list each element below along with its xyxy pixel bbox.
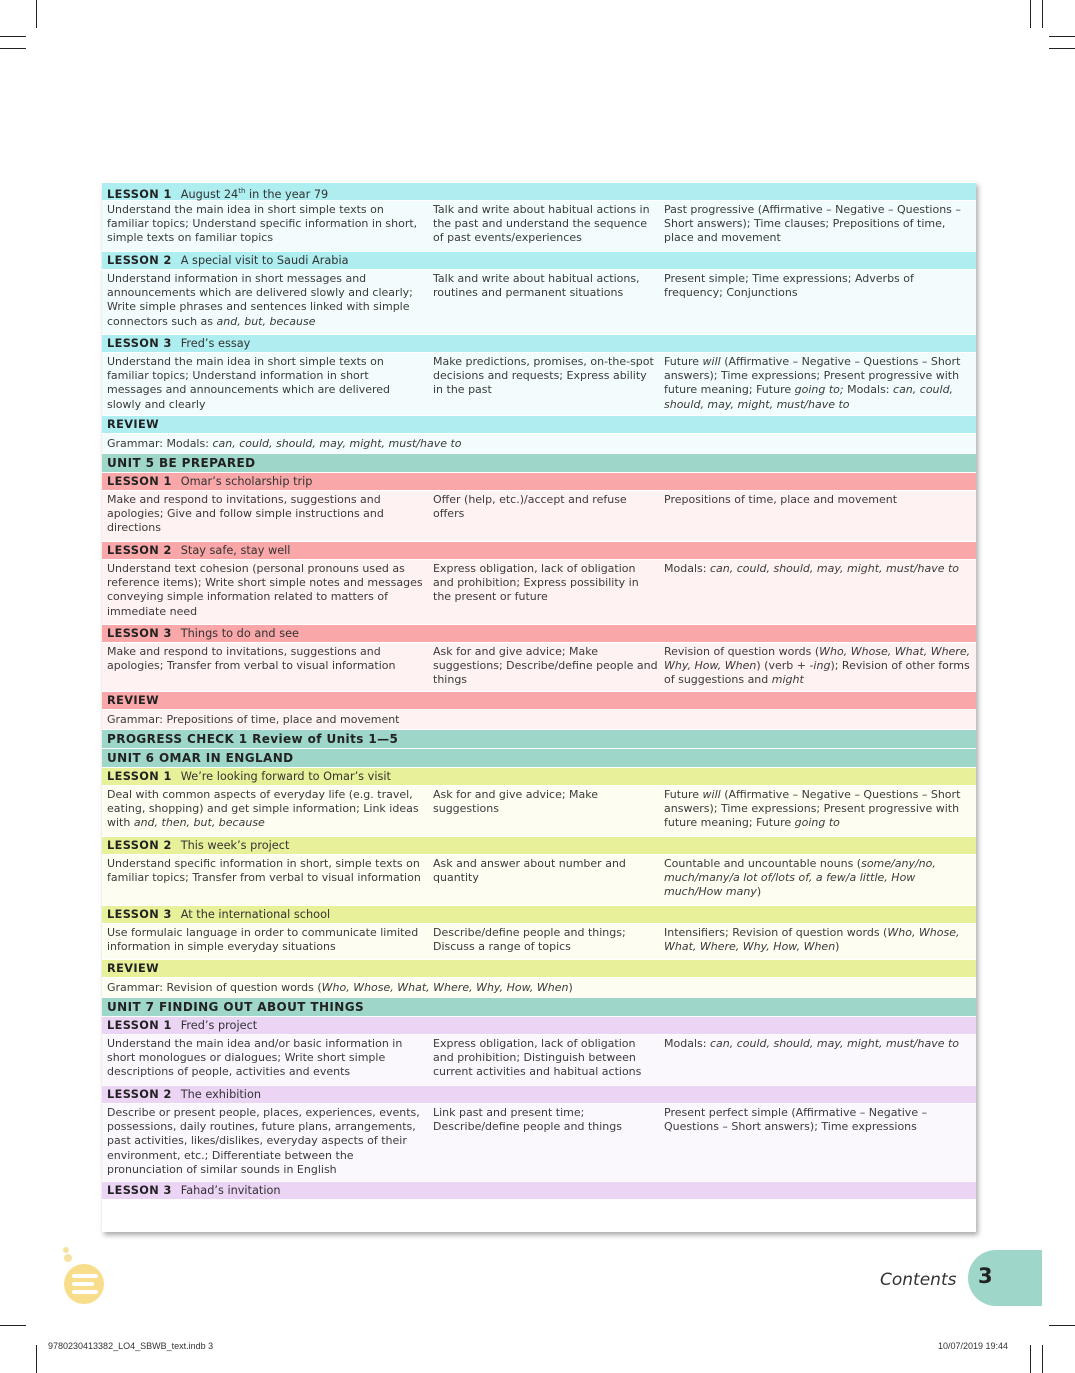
grammar-cell: Present perfect simple (Affirmative – Negative – Questions – Short answers); Time expressions xyxy=(664,1106,928,1134)
lesson-title: Stay safe, stay well xyxy=(180,544,291,557)
lesson-row xyxy=(102,560,976,624)
crop-mark xyxy=(1042,0,1043,28)
page-number-tab xyxy=(968,1250,1042,1306)
lesson-label: LESSON 1 xyxy=(107,1019,172,1032)
lesson-row xyxy=(102,786,976,836)
skills-cell: Deal with common aspects of everyday life (e.g. travel, eating, shopping) and get simple information; Link ideas with and, then, but, because xyxy=(107,788,419,830)
skills-cell: Understand specific information in short, simple texts on familiar topics; Transfer from verbal to visual information xyxy=(107,857,421,885)
lesson-row xyxy=(102,1035,976,1085)
grammar-cell: Past progressive (Affirmative – Negative – Questions – Short answers); Time clauses; Prepositions of time, place and movement xyxy=(664,203,961,245)
functions-cell: Make predictions, promises, on-the-spot decisions and requests; Express ability in the past xyxy=(433,355,654,397)
lesson-label: LESSON 1 xyxy=(107,187,172,201)
lesson-row xyxy=(102,201,976,251)
lesson-row xyxy=(102,1104,976,1181)
skills-cell: Understand the main idea in short simple texts on familiar topics; Understand specific information in short, simple texts on familiar topics xyxy=(107,203,418,245)
lesson-header xyxy=(102,837,976,854)
lesson-header xyxy=(102,252,976,269)
review-header: REVIEW xyxy=(102,960,976,977)
skills-cell: Describe or present people, places, experiences, events, possessions, daily routines, future plans, arrangements, past activities, likes/dislikes, everyday aspects of their environment, etc.; Differentiate between the pronunciation of similar sounds in English xyxy=(107,1106,420,1176)
review-header: REVIEW xyxy=(102,692,976,709)
print-slug-file: 9780230413382_LO4_SBWB_text.indb 3 xyxy=(48,1341,214,1351)
functions-cell: Offer (help, etc.)/accept and refuse offers xyxy=(433,493,627,521)
skills-cell: Understand the main idea in short simple texts on familiar topics; Understand information in short messages and announcements which are delivered slowly and clearly xyxy=(107,355,391,411)
grammar-row: Grammar: Prepositions of time, place and movement xyxy=(102,710,976,729)
crop-mark xyxy=(0,48,26,49)
lesson-row xyxy=(102,270,976,334)
lesson-header xyxy=(102,1182,976,1199)
lesson-label: LESSON 2 xyxy=(107,254,172,267)
functions-cell: Talk and write about habitual actions in the past and understand the sequence of past events/experiences xyxy=(433,203,650,245)
lesson-title: Fred’s essay xyxy=(180,337,251,350)
unit-header: UNIT 6 OMAR IN ENGLAND xyxy=(102,749,976,767)
crop-mark xyxy=(36,1345,37,1373)
lesson-title: Fred’s project xyxy=(180,1019,258,1032)
skills-cell: Understand the main idea and/or basic information in short monologues or dialogues; Write short simple descriptions of people, activities and events xyxy=(107,1037,403,1079)
lesson-label: LESSON 2 xyxy=(107,544,172,557)
lesson-title: The exhibition xyxy=(180,1088,262,1101)
crop-mark xyxy=(1030,0,1031,28)
lesson-label: LESSON 3 xyxy=(107,627,172,640)
lesson-title: This week’s project xyxy=(180,839,290,852)
crop-mark xyxy=(36,0,37,28)
functions-cell: Express obligation, lack of obligation and prohibition; Express possibility in the present or future xyxy=(433,562,639,604)
grammar-cell: Future will (Affirmative – Negative – Questions – Short answers); Time expressions; Present progressive with future meaning; Future going to; Modals: can, could, should, may, might, must/have to xyxy=(664,355,961,411)
lesson-label: LESSON 2 xyxy=(107,1088,172,1101)
skills-cell: Make and respond to invitations, suggestions and apologies; Give and follow simple instructions and directions xyxy=(107,493,384,535)
crop-mark xyxy=(1049,1325,1075,1326)
print-slug-date: 10/07/2019 19:44 xyxy=(938,1341,1009,1351)
unit-header: UNIT 5 BE PREPARED xyxy=(102,454,976,472)
crop-mark xyxy=(1049,36,1075,37)
lesson-header xyxy=(102,1086,976,1103)
skills-cell: Make and respond to invitations, suggestions and apologies; Transfer from verbal to visual information xyxy=(107,645,396,673)
lesson-header xyxy=(102,473,976,490)
functions-cell: Talk and write about habitual actions, routines and permanent situations xyxy=(433,272,640,300)
lesson-title: Omar’s scholarship trip xyxy=(180,475,313,488)
functions-cell: Describe/define people and things; Discuss a range of topics xyxy=(433,926,626,954)
crop-mark xyxy=(1030,1345,1031,1373)
grammar-cell: Modals: can, could, should, may, might, must/have to xyxy=(664,562,960,575)
lesson-row xyxy=(102,924,976,959)
lesson-label: LESSON 3 xyxy=(107,908,172,921)
lesson-header xyxy=(102,906,976,923)
contents-table xyxy=(102,182,976,1232)
functions-cell: Ask for and give advice; Make suggestions; Describe/define people and things xyxy=(433,645,658,687)
lesson-label: LESSON 2 xyxy=(107,839,172,852)
skills-cell: Understand information in short messages and announcements which are delivered slowly and clearly; Write simple phrases and sentences linked with simple connectors such as and, but, because xyxy=(107,272,413,328)
lesson-title: At the international school xyxy=(180,908,331,921)
skills-cell: Understand text cohesion (personal pronouns used as reference items); Write short simple notes and messages conveying simple information related to matters of immediate need xyxy=(107,562,423,618)
publisher-logo-icon xyxy=(58,1244,108,1306)
crop-mark xyxy=(0,1325,26,1326)
crop-mark xyxy=(1042,1345,1043,1373)
lesson-label: LESSON 3 xyxy=(107,1184,172,1197)
functions-cell: Express obligation, lack of obligation and prohibition; Distinguish between current activities and habitual actions xyxy=(433,1037,642,1079)
lesson-header xyxy=(102,625,976,642)
lesson-row xyxy=(102,491,976,541)
lesson-row xyxy=(102,855,976,905)
grammar-row: Grammar: Revision of question words (Who, Whose, What, Where, Why, How, When) xyxy=(102,978,976,997)
lesson-row xyxy=(102,353,976,415)
grammar-cell: Intensifiers; Revision of question words (Who, Whose, What, Where, Why, How, When) xyxy=(664,926,960,954)
lesson-header xyxy=(102,542,976,559)
functions-cell: Ask for and give advice; Make suggestions xyxy=(433,788,599,816)
lesson-header xyxy=(102,183,976,200)
unit-header: UNIT 7 FINDING OUT ABOUT THINGS xyxy=(102,998,976,1016)
grammar-cell: Present simple; Time expressions; Adverbs of frequency; Conjunctions xyxy=(664,272,914,300)
grammar-cell: Countable and uncountable nouns (some/any/no, much/many/a lot of/lots of, a few/a little, How much/How many) xyxy=(664,857,936,899)
grammar-cell: Prepositions of time, place and movement xyxy=(664,493,898,506)
lesson-title: A special visit to Saudi Arabia xyxy=(180,254,349,267)
crop-mark xyxy=(0,36,26,37)
lesson-row xyxy=(102,643,976,691)
lesson-title: Things to do and see xyxy=(180,627,299,640)
crop-mark xyxy=(1049,48,1075,49)
functions-cell: Ask and answer about number and quantity xyxy=(433,857,626,885)
grammar-cell: Modals: can, could, should, may, might, must/have to xyxy=(664,1037,960,1050)
lesson-label: LESSON 1 xyxy=(107,475,172,488)
page-number: 3 xyxy=(978,1264,993,1288)
lesson-header xyxy=(102,1017,976,1034)
lesson-title: We’re looking forward to Omar’s visit xyxy=(180,770,391,783)
skills-cell: Use formulaic language in order to communicate limited information in simple everyday situations xyxy=(107,926,419,954)
lesson-label: LESSON 1 xyxy=(107,770,172,783)
lesson-title: August 24th in the year 79 xyxy=(180,187,329,201)
lesson-label: LESSON 3 xyxy=(107,337,172,350)
footer-title: Contents xyxy=(880,1270,957,1290)
lesson-header xyxy=(102,335,976,352)
grammar-row: Grammar: Modals: can, could, should, may, might, must/have to xyxy=(102,434,976,453)
grammar-cell: Future will (Affirmative – Negative – Questions – Short answers); Time expressions; Present progressive with future meaning; Future going to xyxy=(664,788,961,830)
functions-cell: Link past and present time; Describe/define people and things xyxy=(433,1106,622,1134)
lesson-title: Fahad’s invitation xyxy=(180,1184,281,1197)
progress-check-header: PROGRESS CHECK 1 Review of Units 1—5 xyxy=(102,730,976,748)
lesson-header xyxy=(102,768,976,785)
grammar-cell: Revision of question words (Who, Whose, What, Where, Why, How, When) (verb + -ing); Revision of other forms of suggestions and might xyxy=(664,645,971,687)
review-header: REVIEW xyxy=(102,416,976,433)
